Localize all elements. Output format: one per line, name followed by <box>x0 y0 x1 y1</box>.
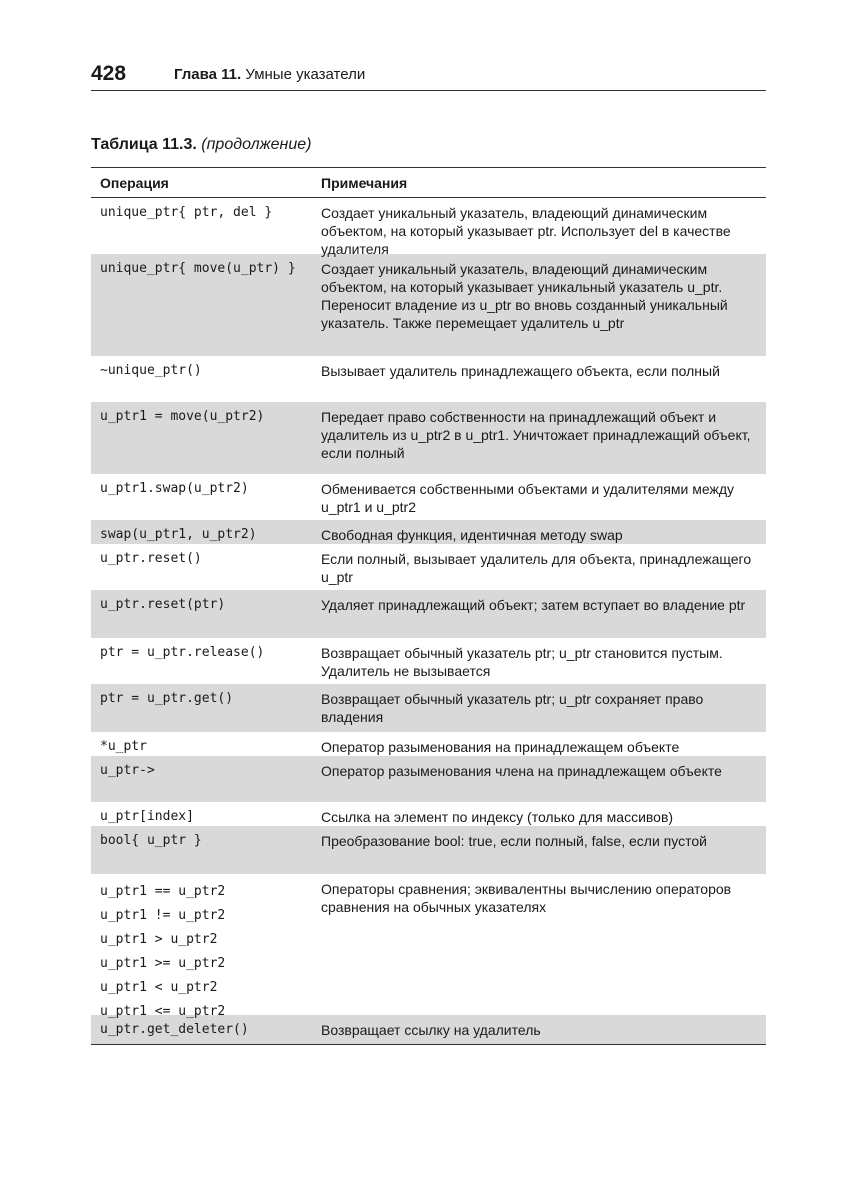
table-caption-label: Таблица 11.3. <box>91 136 197 153</box>
table-row <box>91 474 766 520</box>
operation-cell <box>91 596 321 614</box>
note-cell: Преобразование bool: true, если полный, false, если пустой <box>321 833 707 849</box>
note-cell: Операторы сравнения; эквивалентны вычислению операторов сравнения на обычных указателях <box>321 881 732 915</box>
chapter-label: Глава 11. <box>174 66 242 83</box>
operation-code: u_ptr1 = move(u_ptr2) <box>100 409 265 424</box>
operations-table <box>91 167 766 1045</box>
operation-code: u_ptr1 >= u_ptr2 <box>100 956 226 971</box>
table-row <box>91 402 766 474</box>
header-rule <box>91 90 766 91</box>
page-number: 428 <box>91 62 127 85</box>
operation-cell <box>91 480 321 498</box>
operation-code: u_ptr1 > u_ptr2 <box>100 932 218 947</box>
operation-cell <box>91 526 321 544</box>
table-row <box>91 756 766 802</box>
operation-code: ptr = u_ptr.release() <box>100 645 265 660</box>
operation-cell <box>91 1021 321 1039</box>
note-cell: Ссылка на элемент по индексу (только для массивов) <box>321 809 674 825</box>
operation-code: u_ptr-> <box>100 763 155 778</box>
table-row <box>91 198 766 257</box>
operation-code: u_ptr1 < u_ptr2 <box>100 980 218 995</box>
operation-cell <box>91 260 321 278</box>
note-cell: Если полный, вызывает удалитель для объекта, принадлежащего u_ptr <box>321 551 752 585</box>
operation-cell <box>91 644 321 662</box>
table-row <box>91 520 766 544</box>
table-body <box>91 198 766 1045</box>
operation-code: u_ptr[index] <box>100 809 194 824</box>
table-row <box>91 590 766 638</box>
operation-code: u_ptr.reset(ptr) <box>100 597 226 612</box>
table-row <box>91 254 766 356</box>
running-header <box>91 62 766 92</box>
note-cell: Свободная функция, идентичная методу swap <box>321 527 623 543</box>
table-header-row <box>91 167 766 198</box>
operation-cell <box>91 408 321 426</box>
note-cell: Возвращает обычный указатель ptr; u_ptr становится пустым. Удалитель не вызывается <box>321 645 723 679</box>
note-cell: Вызывает удалитель принадлежащего объекта, если полный <box>321 363 720 379</box>
operation-cell <box>91 832 321 850</box>
operation-cell <box>91 808 321 826</box>
operation-cell <box>91 362 321 380</box>
column-header-operation: Операция <box>100 174 169 191</box>
operation-code: swap(u_ptr1, u_ptr2) <box>100 527 257 542</box>
chapter-name: Умные указатели <box>241 66 366 83</box>
operation-code: ~unique_ptr() <box>100 363 202 378</box>
operation-cell <box>91 690 321 708</box>
note-cell: Передает право собственности на принадлежащий объект и удалитель из u_ptr2 в u_ptr1. Уничтожает принадлежащий объект, если полный <box>321 409 751 461</box>
table-row <box>91 826 766 874</box>
operation-cell <box>91 550 321 568</box>
note-cell: Возвращает ссылку на удалитель <box>321 1022 541 1038</box>
note-cell: Обменивается собственными объектами и удалителями между u_ptr1 и u_ptr2 <box>321 481 734 515</box>
operation-code: ptr = u_ptr.get() <box>100 691 234 706</box>
operation-code: *u_ptr <box>100 739 147 754</box>
note-cell: Удаляет принадлежащий объект; затем вступает во владение ptr <box>321 597 746 613</box>
table-row <box>91 356 766 402</box>
table-row <box>91 544 766 590</box>
note-cell: Оператор разыменования на принадлежащем объекте <box>321 739 680 755</box>
operation-code: unique_ptr{ move(u_ptr) } <box>100 261 296 276</box>
operation-code: u_ptr1.swap(u_ptr2) <box>100 481 249 496</box>
note-cell: Создает уникальный указатель, владеющий динамическим объектом, на который указывает ptr. Использует del в качестве удалителя <box>321 205 731 257</box>
table-caption-suffix: (продолжение) <box>201 136 312 153</box>
operation-code: u_ptr1 == u_ptr2 <box>100 884 226 899</box>
table-caption <box>91 136 311 154</box>
table-row <box>91 732 766 756</box>
operation-cell <box>91 762 321 780</box>
note-cell: Возвращает обычный указатель ptr; u_ptr сохраняет право владения <box>321 691 704 725</box>
chapter-title <box>174 66 365 83</box>
operation-cell <box>91 204 321 222</box>
table-row <box>91 638 766 684</box>
column-header-notes: Примечания <box>321 174 408 191</box>
table-row <box>91 874 766 1019</box>
note-cell: Создает уникальный указатель, владеющий динамическим объектом, на который указывает уникальный указатель u_ptr. Переносит владение из u_ptr во вновь созданный уникальный указатель. Также перемещает удалитель u_ptr <box>321 261 728 331</box>
table-row <box>91 802 766 826</box>
operation-cell <box>91 880 321 1024</box>
operation-code: bool{ u_ptr } <box>100 833 202 848</box>
note-cell: Оператор разыменования члена на принадлежащем объекте <box>321 763 722 779</box>
operation-code: u_ptr1 != u_ptr2 <box>100 908 226 923</box>
operation-cell <box>91 738 321 756</box>
operation-code: u_ptr.reset() <box>100 551 202 566</box>
operation-code: u_ptr1 <= u_ptr2 <box>100 1004 226 1019</box>
operation-code: u_ptr.get_deleter() <box>100 1022 249 1037</box>
operation-code: unique_ptr{ ptr, del } <box>100 205 273 220</box>
table-row <box>91 684 766 732</box>
